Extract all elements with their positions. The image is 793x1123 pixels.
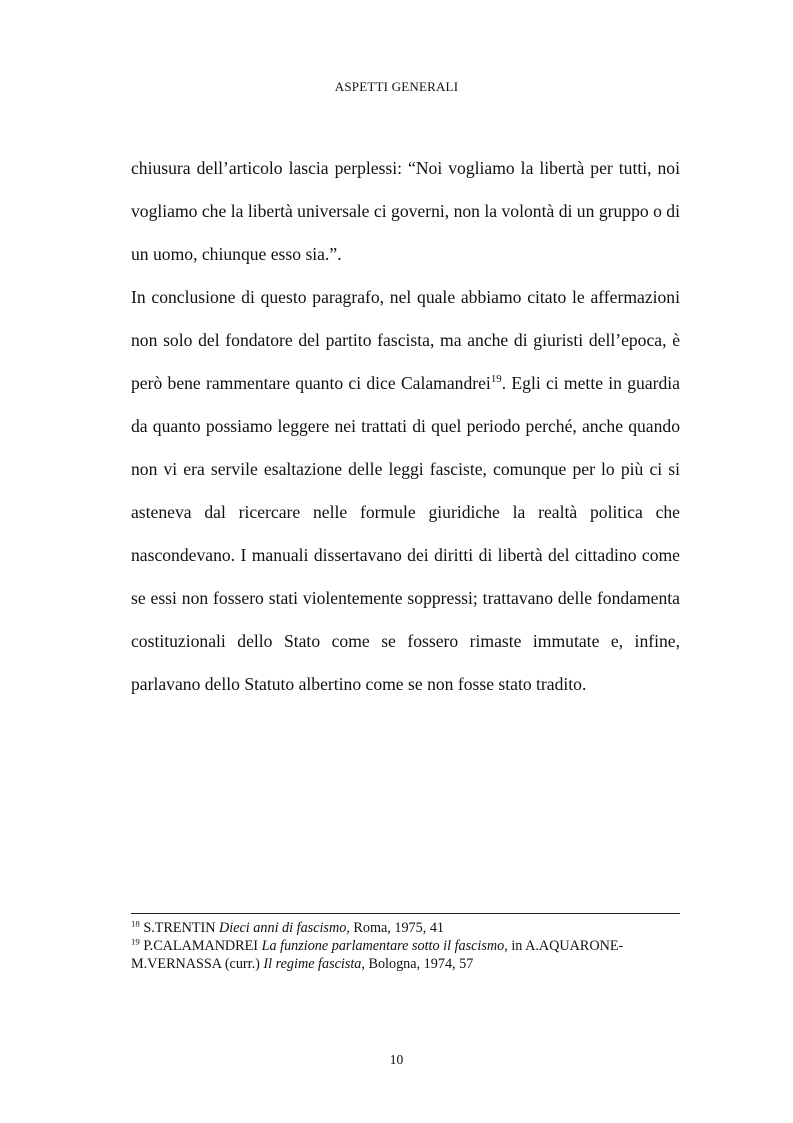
footnote-author: S.TRENTIN: [139, 920, 220, 936]
footnote-18: [131, 919, 680, 937]
footnote-number: 18: [131, 918, 140, 929]
footnote-title: La funzione parlamentare sotto il fascismo: [261, 938, 505, 954]
footnote-title-2: Il regime fascista: [263, 956, 362, 972]
footnote-author: P.CALAMANDREI: [139, 938, 262, 954]
footnote-citation: , Roma, 1975, 41: [346, 920, 445, 936]
footnote-ref-19[interactable]: 19: [490, 373, 502, 386]
page-number: 10: [389, 1052, 404, 1067]
footnote-citation-middle: , in A.AQUARONE-M.VERNASSA (curr.): [131, 938, 624, 972]
footnotes: [131, 919, 680, 973]
running-header: ASPETTI GENERALI: [334, 79, 459, 94]
paragraph-2: [131, 276, 680, 706]
footnote-number: 19: [131, 936, 140, 947]
footnote-title: Dieci anni di fascismo: [219, 920, 347, 936]
body-text: [131, 147, 680, 706]
footnote-citation: , Bologna, 1974, 57: [361, 956, 474, 972]
paragraph-2-text-a: In conclusione di questo paragrafo, nel quale abbiamo citato le affermazioni non solo del fondatore del partito fascista, ma anche di giuristi dell’epoca, è però bene rammentare quanto ci dice Calamandrei: [131, 287, 680, 393]
paragraph-1: chiusura dell’articolo lascia perplessi: “Noi vogliamo la libertà per tutti, noi vogliamo che la libertà universale ci governi, non la volontà di un gruppo o di un uomo, chiunque esso sia.”.: [131, 158, 680, 264]
paragraph-2-text-b: . Egli ci mette in guardia da quanto possiamo leggere nei trattati di quel periodo perché, anche quando non vi era servile esaltazione delle leggi fasciste, comunque per lo più ci si asteneva dal ricercare nelle formule giuridiche la realtà politica che nascondevano. I manuali dissertavano dei diritti di libertà del cittadino come se essi non fossero stati violentemente soppressi; trattavano delle fondamenta costituzionali dello Stato come se fossero rimaste immutate e, infine, parlavano dello Statuto albertino come se non fosse stato tradito.: [131, 373, 680, 694]
footnote-19: [131, 937, 680, 973]
footnote-separator: [131, 913, 680, 914]
